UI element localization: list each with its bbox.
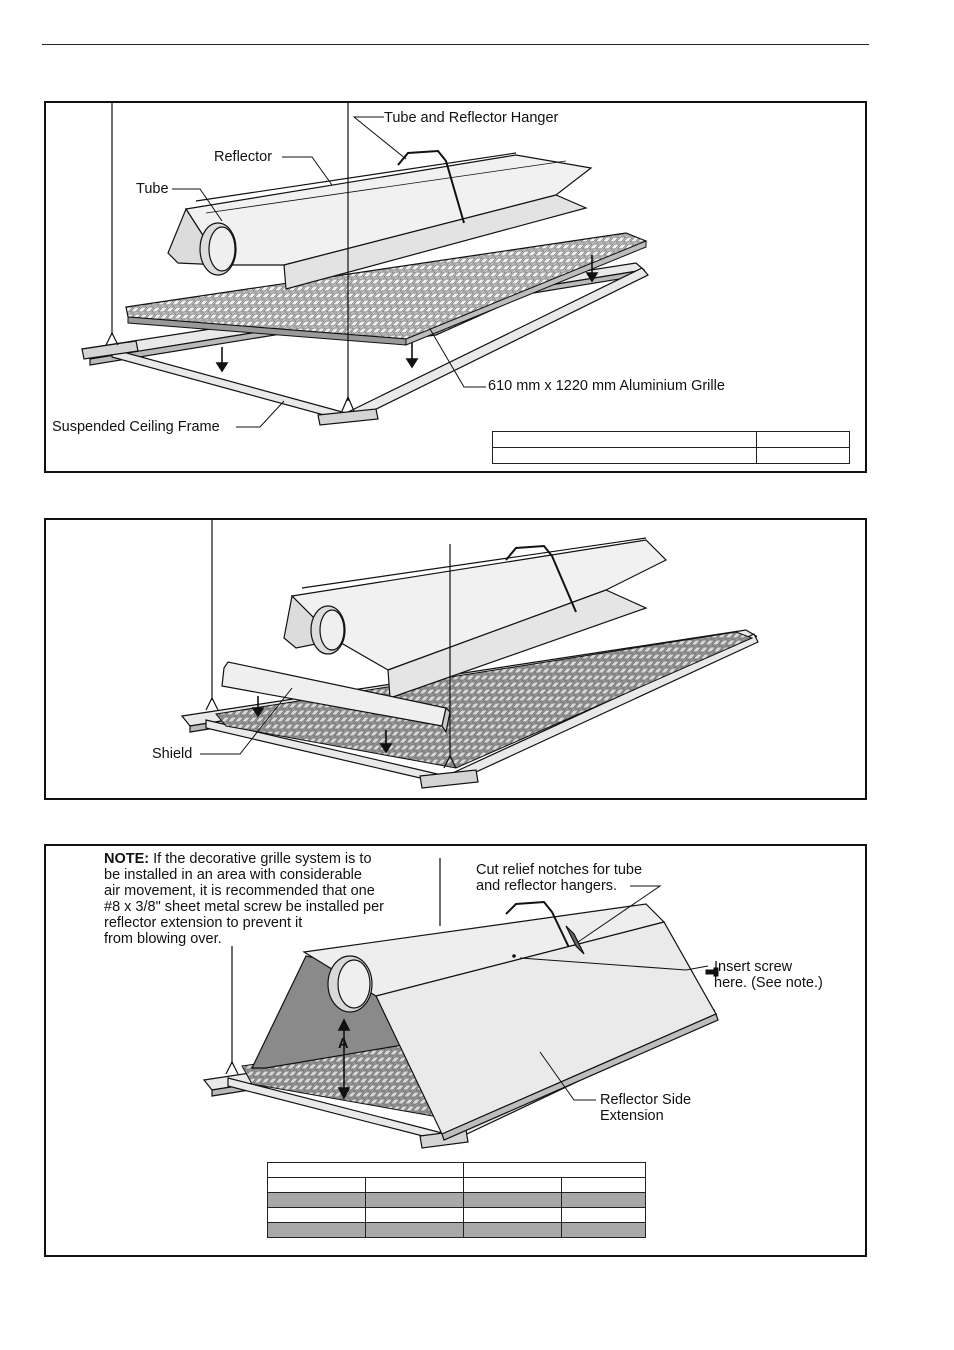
table-row <box>268 1208 646 1223</box>
figure-2-panel <box>44 518 867 800</box>
note-line: reflector extension to prevent it <box>104 915 303 931</box>
label-hanger: Tube and Reflector Hanger <box>384 110 559 126</box>
figure-1-table <box>492 431 850 464</box>
label-dimension-a: A <box>338 1036 349 1052</box>
tube <box>311 606 345 654</box>
figure-3-panel <box>44 844 867 1257</box>
label-notches-1: Cut relief notches for tube <box>476 862 643 878</box>
note-line: be installed in an area with considerable <box>104 867 362 883</box>
label-screw-2: here. (See note.) <box>714 975 823 991</box>
label-reflector: Reflector <box>214 149 273 165</box>
label-shield: Shield <box>152 746 193 762</box>
figure-3-table <box>267 1162 646 1238</box>
label-notches-2: and reflector hangers. <box>476 878 618 894</box>
note-line: air movement, it is recommended that one <box>104 883 375 899</box>
installation-note <box>104 851 414 947</box>
header-rule <box>42 44 869 45</box>
label-extension-2: Extension <box>600 1108 664 1124</box>
table-row <box>493 448 850 464</box>
table-row <box>493 432 850 448</box>
label-screw-1: Insert screw <box>714 959 793 975</box>
table-row <box>268 1178 646 1193</box>
note-line: from blowing over. <box>104 931 222 947</box>
table-row <box>268 1193 646 1208</box>
note-title: NOTE: <box>104 851 150 867</box>
tube <box>200 223 236 275</box>
label-grille: 610 mm x 1220 mm Aluminium Grille <box>488 378 725 394</box>
label-frame: Suspended Ceiling Frame <box>52 419 220 435</box>
figure-1-panel <box>44 101 867 473</box>
screw-point <box>512 954 516 958</box>
note-line: #8 x 3/8" sheet metal screw be installed per <box>104 899 384 915</box>
label-tube: Tube <box>136 181 169 197</box>
figure-1-illustration <box>46 103 865 471</box>
table-row <box>268 1223 646 1238</box>
note-line: If the decorative grille system is to <box>149 851 372 867</box>
label-extension-1: Reflector Side <box>600 1092 692 1108</box>
table-row <box>268 1163 646 1178</box>
